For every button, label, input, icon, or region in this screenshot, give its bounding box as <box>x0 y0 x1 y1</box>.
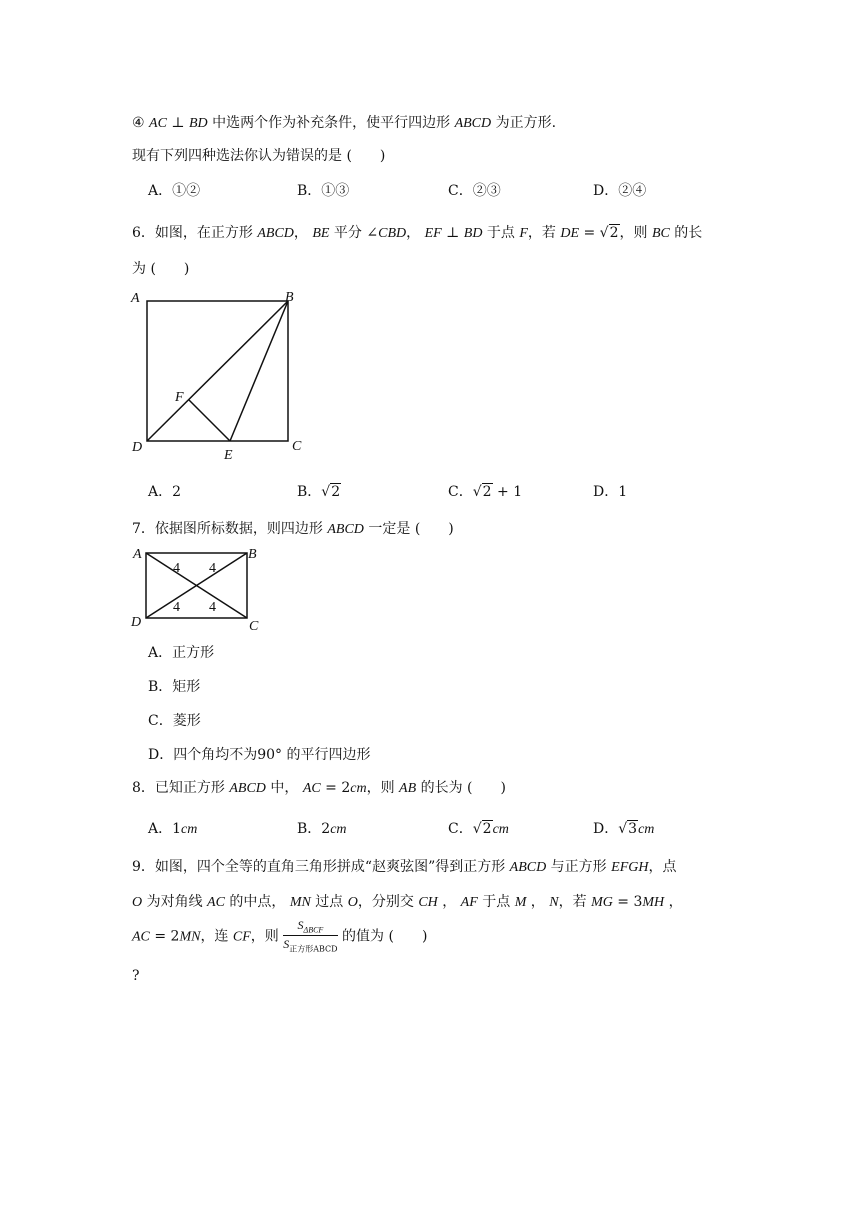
length-oa: 4 <box>173 561 180 576</box>
q7-text: 一定是 ( ) <box>363 521 454 537</box>
q7-option-b[interactable]: B．矩形 <box>148 679 201 695</box>
var-o: O <box>132 895 143 910</box>
var-mh: MH <box>642 895 665 910</box>
option-value: B．2 <box>297 821 331 837</box>
option-letter: B． <box>297 484 322 500</box>
var-bd: BD <box>463 226 483 241</box>
condition-text: 中选两个作为补充条件，使平行四边形 <box>207 115 455 131</box>
q8-option-a[interactable] <box>148 818 197 838</box>
q6-option-d[interactable]: D．1 <box>593 484 628 500</box>
label-d: D <box>131 615 142 630</box>
q8-option-b[interactable] <box>297 818 347 838</box>
var-af: AF <box>460 895 478 910</box>
q5-option-a[interactable]: A．①② <box>148 183 201 199</box>
var-mg: MG <box>591 895 613 910</box>
var-m: M <box>514 895 527 910</box>
var-abcd: ABCD <box>509 860 547 875</box>
var-ab: AB <box>399 781 417 796</box>
q6-text: ， <box>293 225 313 241</box>
label-a: A <box>133 547 142 562</box>
q9-text: 的值为 ( ) <box>337 928 428 945</box>
q6-text: 于点 <box>482 225 520 241</box>
q7-option-d[interactable]: D．四个角均不为90° 的平行四边形 <box>148 747 371 763</box>
sqrt-3: √3 <box>618 821 638 837</box>
var-f: F <box>519 226 528 241</box>
perp-symbol: ⊥ <box>441 225 464 241</box>
condition-end: 为正方形. <box>491 115 557 131</box>
q5-option-d[interactable]: D．②④ <box>593 183 647 199</box>
var-ac: AC <box>302 781 321 796</box>
var-efgh: EFGH <box>611 860 649 875</box>
q5-option-b[interactable]: B．①③ <box>297 183 350 199</box>
circled-4: ④ <box>132 115 150 131</box>
square-abcd-subscript: 正方形ABCD <box>289 944 338 954</box>
q6-text: ，若 <box>527 225 561 241</box>
var-ch: CH <box>418 895 438 910</box>
var-ac: AC <box>132 929 150 945</box>
length-oc: 4 <box>209 600 216 615</box>
q5-option-c[interactable]: C．②③ <box>448 183 501 199</box>
var-ac: AC <box>207 895 225 910</box>
q9-text: ，分别交 <box>357 894 419 910</box>
var-be: BE <box>312 226 330 241</box>
var-n: N <box>549 895 559 910</box>
var-cbd: CBD <box>378 226 407 241</box>
q7-figure <box>125 540 275 635</box>
image-placeholder-mark: ? <box>132 968 140 984</box>
q7-option-c[interactable]: C．菱形 <box>148 713 201 729</box>
plus-one: + 1 <box>492 484 523 500</box>
var-o: O <box>347 895 358 910</box>
q8-text: 的长为 ( ) <box>416 780 506 796</box>
unit-cm: cm <box>330 822 347 837</box>
radicand: 3 <box>628 821 638 837</box>
q8-option-c[interactable] <box>448 818 509 838</box>
q6-option-a[interactable]: A．2 <box>148 484 182 500</box>
var-cf: CF <box>232 929 251 945</box>
q9-text: ， <box>437 894 461 910</box>
q8-text: 8．已知正方形 <box>132 780 230 796</box>
q8-text: ，则 <box>366 780 400 796</box>
q9-text: 的中点， <box>224 894 290 910</box>
var-mn: MN <box>289 895 311 910</box>
perp-symbol: ⊥ <box>166 115 189 131</box>
question-6-text <box>132 222 702 242</box>
condition-line <box>132 112 556 132</box>
unit-cm: cm <box>181 822 198 837</box>
q9-text: ，则 <box>250 928 284 945</box>
q8-text: 中， <box>265 780 303 796</box>
q9-text: ，点 <box>648 859 677 875</box>
q9-value: = 2 <box>149 928 180 945</box>
fraction-denominator <box>283 936 337 954</box>
q9-text: 于点 <box>477 894 515 910</box>
q8-option-d[interactable] <box>593 818 654 838</box>
option-letter: C． <box>448 484 473 500</box>
area-ratio-fraction <box>283 918 337 955</box>
option-value: A．1 <box>148 821 182 837</box>
var-ac: AC <box>149 116 167 131</box>
label-f: F <box>175 390 184 405</box>
question-9-line-3 <box>132 918 427 955</box>
var-de: DE <box>560 226 580 241</box>
q9-text: ， <box>526 894 550 910</box>
q9-text: 为对角线 <box>142 894 208 910</box>
radicand: 2 <box>482 484 492 500</box>
var-mn: MN <box>179 929 201 945</box>
area-symbol: S <box>283 937 290 952</box>
segment-ef <box>189 400 230 441</box>
unit-cm: cm <box>350 781 367 796</box>
label-c: C <box>249 619 259 634</box>
var-abcd: ABCD <box>257 226 294 241</box>
question-9-line-1 <box>132 856 676 876</box>
equals-sign: = <box>579 225 600 241</box>
var-bd: BD <box>188 116 208 131</box>
var-abcd: ABCD <box>327 522 364 537</box>
sqrt-2: √2 <box>472 484 492 500</box>
question-8-text <box>132 777 506 797</box>
label-a: A <box>131 291 140 306</box>
q7-option-a[interactable]: A．正方形 <box>148 645 215 661</box>
q9-value: = 3 <box>612 894 643 910</box>
q6-text: ， <box>406 225 425 241</box>
fraction-numerator <box>283 918 337 936</box>
q6-figure <box>120 283 320 463</box>
q6-text: 平分 ∠ <box>329 225 379 241</box>
diagonal-bd <box>147 301 288 441</box>
sqrt-2: √2 <box>599 225 619 241</box>
var-bc: BC <box>651 226 670 241</box>
label-c: C <box>292 439 302 454</box>
option-letter: D． <box>593 821 619 837</box>
option-letter: C． <box>448 821 473 837</box>
label-e: E <box>224 448 233 463</box>
q9-text: ，连 <box>200 928 233 945</box>
length-ob: 4 <box>209 561 216 576</box>
q9-text: ，若 <box>558 894 592 910</box>
var-abcd: ABCD <box>229 781 266 796</box>
triangle-bcf-subscript: ΔBCF <box>303 925 324 935</box>
q6-option-b[interactable] <box>297 481 341 501</box>
unit-cm: cm <box>492 822 509 837</box>
q6-text: ，则 <box>619 225 652 241</box>
radicand: 2 <box>331 484 341 500</box>
q9-text: ， <box>664 894 683 910</box>
q6-text: 的长 <box>669 225 703 241</box>
question-5-prompt: 现有下列四种选法你认为错误的是 ( ) <box>132 148 386 164</box>
segment-be <box>230 301 288 441</box>
q6-option-c[interactable] <box>448 481 522 501</box>
var-abcd: ABCD <box>454 116 492 131</box>
radicand: 2 <box>482 821 492 837</box>
q6-text: 6．如图，在正方形 <box>132 225 258 241</box>
question-7-text <box>132 518 454 538</box>
q8-value: = 2 <box>320 780 351 796</box>
question-6-text-cont: 为 ( ) <box>132 261 190 277</box>
length-od: 4 <box>173 600 180 615</box>
sqrt-2: √2 <box>472 821 492 837</box>
question-9-line-2 <box>132 891 683 911</box>
label-b: B <box>285 290 294 305</box>
label-b: B <box>248 547 257 562</box>
q7-text: 7．依据图所标数据，则四边形 <box>132 521 328 537</box>
var-ef: EF <box>424 226 442 241</box>
label-d: D <box>132 440 143 455</box>
radicand: 2 <box>609 225 619 241</box>
unit-cm: cm <box>638 822 655 837</box>
q9-text: 9．如图，四个全等的直角三角形拼成“赵爽弦图”得到正方形 <box>132 859 510 875</box>
q9-text: 与正方形 <box>546 859 612 875</box>
q9-text: 过点 <box>310 894 348 910</box>
sqrt-2: √2 <box>321 484 341 500</box>
area-symbol: S <box>297 918 304 932</box>
